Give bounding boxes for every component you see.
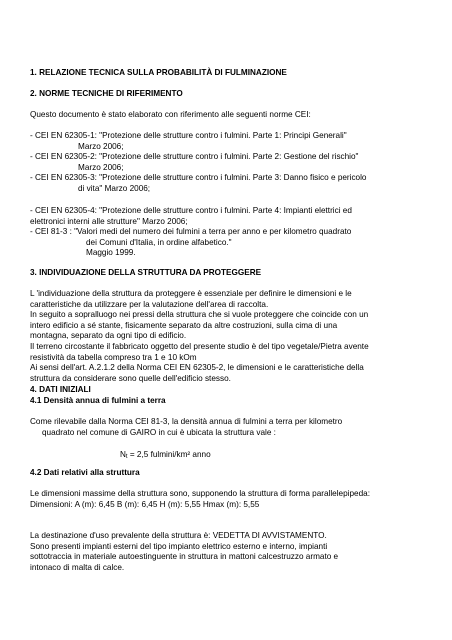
section-3-heading: 3. INDIVIDUAZIONE DELLA STRUTTURA DA PROTEGGERE: [30, 268, 262, 277]
section-2-intro: Questo documento è stato elaborato con riferimento alle seguenti norme CEI:: [30, 110, 311, 119]
body-line: In seguito a sopralluogo nei pressi della struttura che si vuole proteggere che coincide con un: [30, 310, 369, 320]
norm-line: - CEI EN 62305-1:: [30, 131, 100, 140]
section-3-body: [30, 289, 430, 384]
norm-reference-3: [30, 173, 430, 194]
dimensions-paragraph: [30, 489, 430, 510]
body-line: Le dimensioni massime della struttura sono, supponendo la struttura di forma parallelepipeda:: [30, 489, 370, 498]
body-line: Come rilevabile dalla Norma CEI 81-3, la densità annua di fulmini a terra per kilometro: [30, 417, 343, 426]
body-line: resistività da tabella compreso tra 1 e 10 kOm: [30, 352, 197, 362]
dimensions-values: Dimensioni: A (m): 6,45 B (m): 6,45 H (m): 5,55 Hmax (m): 5,55: [30, 499, 260, 509]
body-line: quadrato nel comune di GAIRO in cui è ubicata la struttura vale :: [42, 427, 276, 437]
nt-symbol: N: [120, 450, 126, 459]
norm-line: elettronici interni alle strutture" Marzo 2006;: [30, 216, 188, 226]
body-line: struttura da considerare sono quelle dell'edificio stesso.: [30, 373, 231, 383]
norm-line: "Protezione delle strutture contro i fulmini. Parte 1: Principi Generali": [99, 131, 347, 140]
section-4-heading: 4. DATI INIZIALI: [30, 385, 91, 394]
norm-line: Marzo 2006;: [78, 162, 124, 172]
norm-line: - CEI EN 62305-2:: [30, 152, 100, 161]
norm-line: di vita" Marzo 2006;: [78, 183, 151, 193]
lightning-density-formula: [120, 450, 211, 463]
nt-value: = 2,5 fulmini/km² anno: [127, 450, 211, 459]
norm-line: - CEI EN 62305-4: "Protezione delle strutture contro i fulmini. Parte 4: Impianti elettrici ed: [30, 206, 352, 215]
body-line: Ai sensi dell'art. A.2.1.2 della Norma CEI EN 62305-2, le dimensioni e le caratteristiche della: [30, 363, 364, 373]
body-line: sottotraccia in materiale autoestinguente in struttura in mattoni calcestruzzo armato e: [30, 552, 339, 562]
section-1-heading: 1. RELAZIONE TECNICA SULLA PROBABILITÀ DI FULMINAZIONE: [30, 68, 287, 77]
norm-reference-1: [30, 131, 430, 152]
norm-line: - CEI 81-3 :: [30, 227, 75, 236]
body-line: intonaco di malta di calce.: [30, 562, 125, 572]
norm-line: "Protezione delle strutture contro i fulmini. Parte 2: Gestione del rischio": [99, 152, 359, 161]
norm-line: Marzo 2006;: [78, 141, 124, 151]
section-2-heading: 2. NORME TECNICHE DI RIFERIMENTO: [30, 89, 183, 98]
norm-reference-5: [30, 227, 430, 259]
body-line: caratteristiche da utilizzare per la valutazione dell'area di raccolta.: [30, 299, 269, 309]
subsection-4-2-heading: 4.2 Dati relativi alla struttura: [30, 468, 140, 477]
norm-reference-4: [30, 206, 430, 227]
density-paragraph: [30, 417, 430, 438]
norm-line: Maggio 1999.: [86, 248, 136, 258]
body-line: Sono presenti impianti esterni del tipo impianto elettrico esterno e interno, impianti: [30, 541, 328, 551]
norm-reference-2: [30, 152, 430, 173]
nt-subscript: t: [125, 454, 128, 460]
norm-line: - CEI EN 62305-3:: [30, 173, 100, 182]
body-line: Il terreno circostante il fabbricato oggetto del presente studio è del tipo vegetale/Pietra avente: [30, 341, 369, 351]
body-line: La destinazione d'uso prevalente della struttura è: VEDETTA DI AVVISTAMENTO.: [30, 531, 327, 540]
norm-line: "Valori medi del numero dei fulmini a terra per anno e per kilometro quadrato: [74, 227, 352, 236]
norm-line: "Protezione delle strutture contro i fulmini. Parte 3: Danno fisico e pericolo: [99, 173, 367, 182]
intended-use-paragraph: [30, 531, 430, 573]
body-line: intero edificio a sé stante, fisicamente separato da altre costruzioni, sulla cima di una: [30, 320, 338, 330]
body-line: L 'individuazione della struttura da proteggere è essenziale per definire le dimensioni e le: [30, 289, 352, 298]
body-line: montagna, separato da ogni tipo di edificio.: [30, 331, 187, 341]
norm-line: dei Comuni d'Italia, in ordine alfabetico.": [86, 237, 232, 247]
subsection-4-1-heading: 4.1 Densità annua di fulmini a terra: [30, 396, 166, 405]
